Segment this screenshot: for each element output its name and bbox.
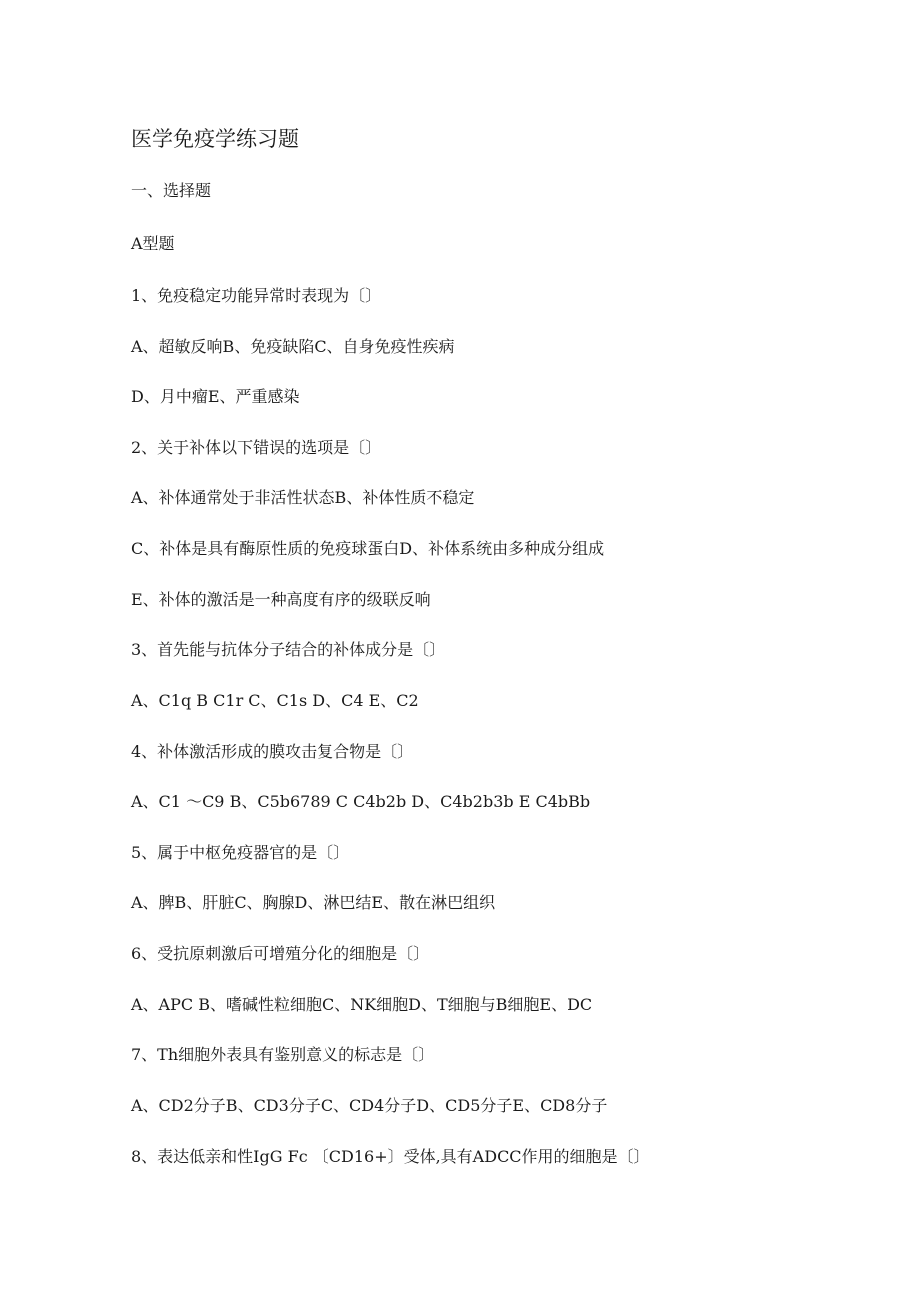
question-3-options: A、C1q B C1r C、C1s D、C4 E、C2 (131, 691, 419, 710)
question-3: 3、首先能与抗体分子结合的补体成分是〔〕 (131, 640, 446, 659)
question-8: 8、表达低亲和性IgG Fc 〔CD16+〕受体,具有ADCC作用的细胞是〔〕 (131, 1147, 650, 1166)
question-6-options: A、APC B、嗜碱性粒细胞C、NK细胞D、T细胞与B细胞E、DC (131, 995, 593, 1014)
question-5: 5、属于中枢免疫器官的是〔〕 (131, 843, 350, 862)
section-heading: 一、选择题 (131, 181, 212, 200)
question-1-options-b: D、月中瘤E、严重感染 (131, 387, 300, 406)
question-2: 2、关于补体以下错误的选项是〔〕 (131, 438, 382, 457)
question-6: 6、受抗原刺激后可增殖分化的细胞是〔〕 (131, 944, 430, 963)
question-1-options-a: A、超敏反响B、免疫缺陷C、自身免疫性疾病 (131, 337, 455, 356)
question-2-options-c: E、补体的激活是一种高度有序的级联反响 (131, 590, 431, 609)
document-title: 医学免疫学练习题 (131, 127, 299, 151)
question-5-options: A、脾B、肝脏C、胸腺D、淋巴结E、散在淋巴组织 (131, 893, 496, 912)
question-2-options-b: C、补体是具有酶原性质的免疫球蛋白D、补体系统由多种成分组成 (131, 539, 605, 558)
question-4: 4、补体激活形成的膜攻击复合物是〔〕 (131, 742, 414, 761)
question-2-options-a: A、补体通常处于非活性状态B、补体性质不稳定 (131, 488, 475, 507)
question-1: 1、免疫稳定功能异常时表现为〔〕 (131, 286, 382, 305)
question-7-options: A、CD2分子B、CD3分子C、CD4分子D、CD5分子E、CD8分子 (131, 1096, 608, 1115)
subsection-heading: A型题 (131, 234, 175, 253)
question-7: 7、Th细胞外表具有鉴别意义的标志是〔〕 (131, 1045, 435, 1064)
question-4-options: A、C1 ～C9 B、C5b6789 C C4b2b D、C4b2b3b E C4bBb (131, 792, 591, 811)
